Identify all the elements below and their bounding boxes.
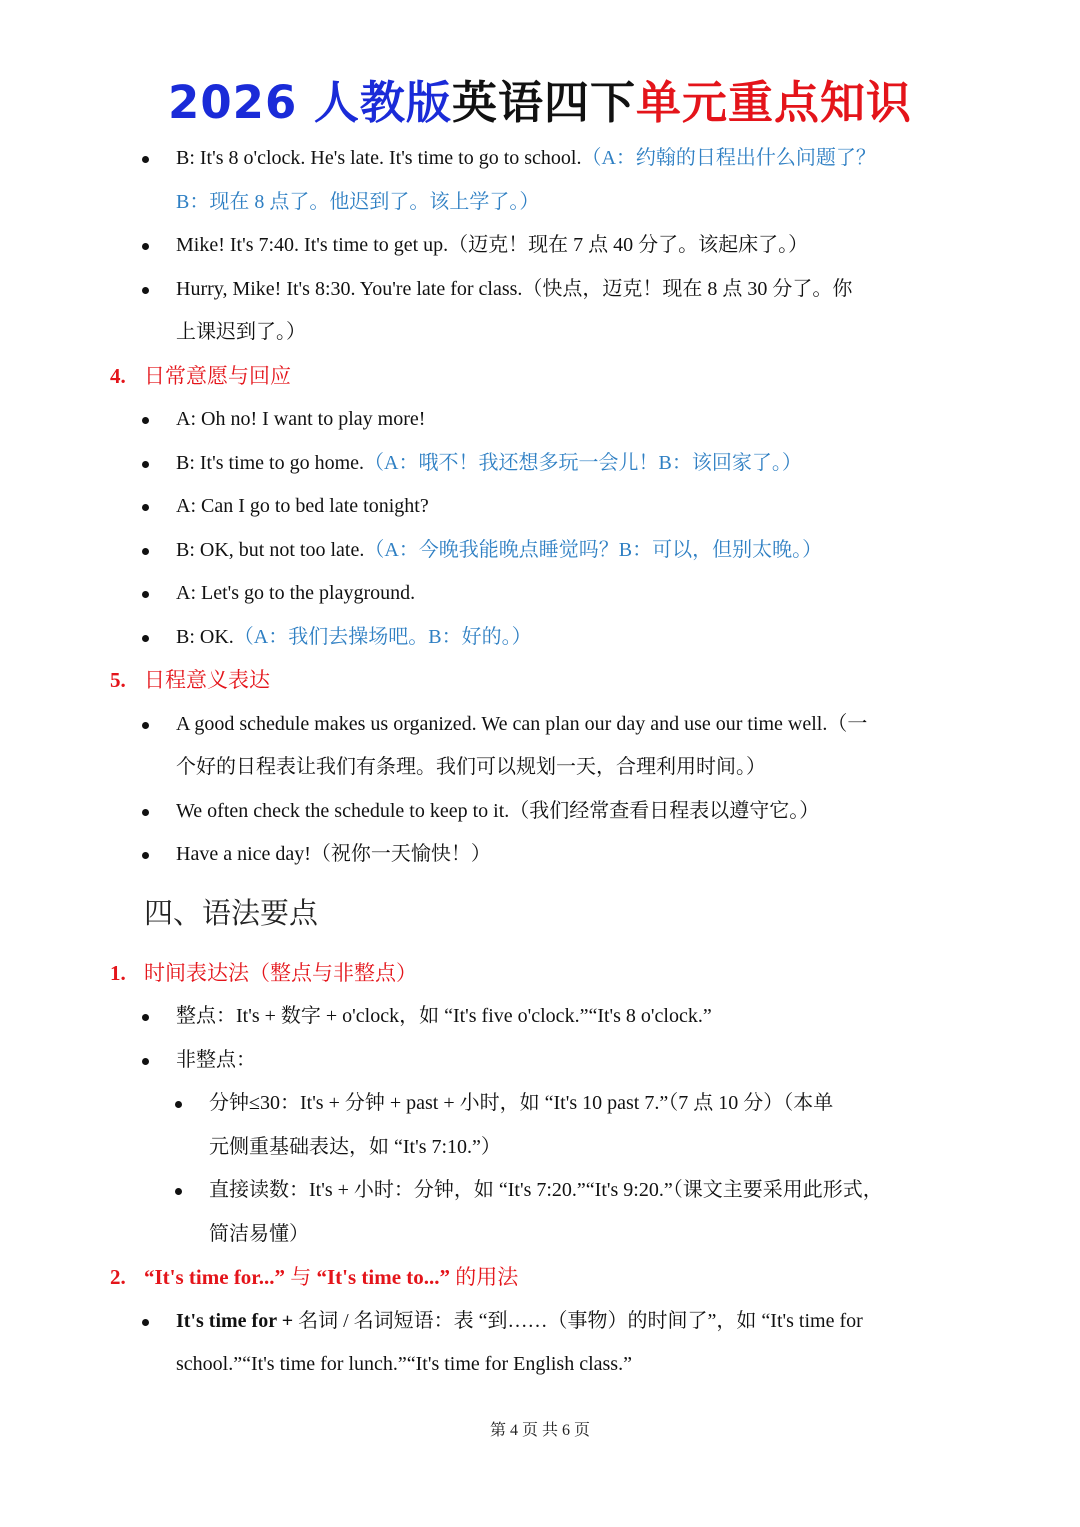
english-text: B: OK. [176, 625, 234, 648]
list-item-text: school.”“It's time for lunch.”“It's time for English class.” [176, 1353, 632, 1375]
list-item [0, 485, 1080, 529]
document-body [0, 137, 1080, 1387]
translation-text: （A：我们去操场吧。B：好的。） [233, 625, 532, 648]
bullet-dot [142, 461, 149, 468]
bullet-dot [175, 1101, 182, 1108]
sub-list-item-continuation [0, 1213, 1080, 1257]
subheading-number: 5. [110, 668, 126, 692]
phrase-b: “It's time to...” [316, 1265, 451, 1289]
list-item [0, 790, 1080, 834]
bullet-dot [142, 417, 149, 424]
bullet-dot [142, 1319, 149, 1326]
subheading-4 [0, 355, 1080, 399]
translation-text: （A：约翰的日程出什么问题了？ [581, 147, 876, 169]
grammar-heading-2 [0, 1256, 1080, 1300]
list-item-continuation [0, 181, 1080, 225]
section-heading: 四、语法要点 [144, 897, 319, 930]
page-footer: 第 4 页 共 6 页 [489, 1422, 590, 1439]
subheading-5 [0, 659, 1080, 703]
bullet-dot [142, 591, 149, 598]
grammar-heading-1 [0, 952, 1080, 996]
english-text: A: Oh no! I want to play more! [176, 408, 426, 430]
list-item-text: Hurry, Mike! It's 8:30. You're late for class.（快点，迈克！现在 8 点 30 分了。你 [176, 277, 853, 300]
list-item [0, 137, 1080, 181]
bold-pattern: It's time for + [176, 1309, 299, 1332]
list-item [0, 995, 1080, 1039]
connector-text: 与 [284, 1265, 317, 1289]
list-item [0, 1300, 1080, 1344]
english-text: A: Can I go to bed late tonight? [176, 495, 429, 517]
list-item-text: A good schedule makes us organized. We can plan our day and use our time well.（一 [176, 712, 868, 735]
list-item [0, 1039, 1080, 1083]
list-item [0, 224, 1080, 268]
subheading-number: 4. [110, 363, 126, 388]
title-part-1: 2026 人教版 [168, 76, 452, 129]
list-item-text: 元侧重基础表达，如 “It's 7:10.”） [209, 1135, 501, 1158]
bullet-dot [142, 1014, 149, 1021]
list-item-continuation [0, 311, 1080, 355]
bullet-dot [142, 504, 149, 511]
list-item-text: 简洁易懂） [209, 1222, 309, 1245]
english-text: A: Let's go to the playground. [176, 582, 416, 604]
list-item [0, 572, 1080, 616]
page-title [0, 66, 1080, 131]
translation-text: （A：哦不！我还想多玩一会儿！B：该回家了。） [364, 451, 802, 474]
list-item-text: 直接读数：It's + 小时：分钟，如 “It's 7:20.”“It's 9:20.”（课文主要采用此形式， [209, 1179, 883, 1201]
bullet-dot [142, 1058, 149, 1065]
list-item-text: 非整点： [176, 1048, 256, 1071]
subheading-number: 2. [110, 1265, 126, 1289]
bullet-dot [175, 1188, 182, 1195]
list-item-text: 上课迟到了。） [176, 321, 306, 343]
sub-list-item [0, 1082, 1080, 1126]
phrase-a: “It's time for...” [144, 1265, 285, 1289]
bullet-dot [142, 156, 149, 163]
translation-text: （A：今晚我能晚点睡觉吗？B：可以，但别太晚。） [364, 538, 823, 561]
english-text: B: OK, but not too late. [176, 538, 365, 561]
list-item-continuation [0, 1343, 1080, 1387]
list-item-continuation [0, 746, 1080, 790]
list-item-text: 个好的日程表让我们有条理。我们可以规划一天，合理利用时间。） [176, 756, 766, 778]
heading-tail: 的用法 [450, 1265, 519, 1289]
bullet-dot [142, 548, 149, 555]
list-item [0, 616, 1080, 660]
bullet-dot [142, 287, 149, 294]
title-part-2: 英语四下 [451, 76, 636, 129]
bullet-dot [142, 243, 149, 250]
list-item-text: 分钟≤30：It's + 分钟 + past + 小时，如 “It's 10 past 7.”（7 点 10 分）（本单 [209, 1092, 834, 1114]
bullet-dot [142, 852, 149, 859]
subheading-text: 时间表达法（整点与非整点） [144, 960, 417, 985]
list-item [0, 703, 1080, 747]
list-item [0, 268, 1080, 312]
bullet-dot [142, 722, 149, 729]
sub-list-item [0, 1169, 1080, 1213]
english-text: B: It's 8 o'clock. He's late. It's time to go to school. [176, 147, 582, 169]
subheading-text: 日常意愿与回应 [144, 363, 291, 388]
english-text: B: It's time to go home. [176, 451, 365, 474]
list-item [0, 442, 1080, 486]
list-item-text: We often check the schedule to keep to it.（我们经常查看日程表以遵守它。） [176, 799, 820, 822]
translation-text: B：现在 8 点了。他迟到了。该上学了。） [176, 190, 540, 213]
sub-list-item-continuation [0, 1126, 1080, 1170]
list-item [0, 529, 1080, 573]
list-item-text: 整点：It's + 数字 + o'clock，如 “It's five o'clock.”“It's 8 o'clock.” [176, 1005, 712, 1027]
subheading-text: 日程意义表达 [144, 668, 270, 692]
list-item [0, 398, 1080, 442]
list-item-text: 名词 / 名词短语：表 “到……（事物）的时间了”，如 “It's time for [298, 1309, 863, 1332]
bullet-dot [142, 809, 149, 816]
bullet-dot [142, 635, 149, 642]
list-item [0, 833, 1080, 877]
list-item-text: Mike! It's 7:40. It's time to get up.（迈克！现在 7 点 40 分了。该起床了。） [176, 234, 809, 256]
subheading-number: 1. [110, 960, 126, 985]
list-item-text: Have a nice day!（祝你一天愉快！） [176, 843, 491, 865]
title-part-3: 单元重点知识 [635, 76, 912, 129]
